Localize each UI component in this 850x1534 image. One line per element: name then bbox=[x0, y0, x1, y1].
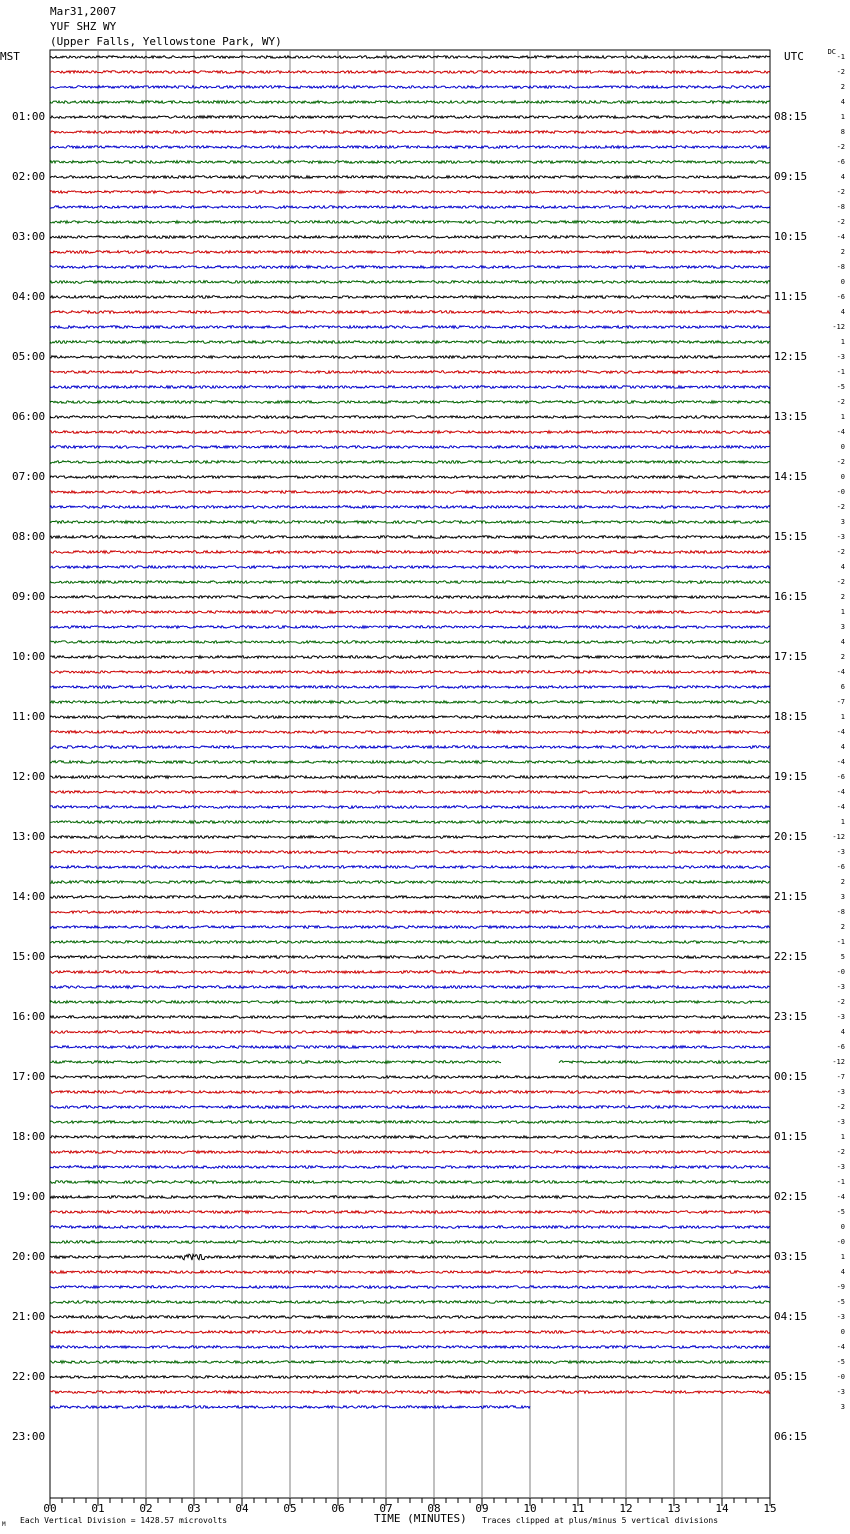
dc-offset-label: -5 bbox=[836, 383, 845, 391]
right-hour-label: 04:15 bbox=[774, 1310, 808, 1323]
right-hour-label: 01:15 bbox=[774, 1130, 808, 1143]
left-hour-label: 23:00 bbox=[12, 1430, 46, 1443]
seismic-trace bbox=[50, 236, 770, 239]
seismic-trace bbox=[50, 311, 770, 314]
seismic-trace bbox=[50, 1136, 770, 1139]
dc-offset-label: -4 bbox=[836, 233, 845, 241]
seismic-trace bbox=[50, 956, 770, 959]
seismic-trace bbox=[50, 221, 770, 224]
seismic-trace bbox=[50, 596, 770, 599]
dc-offset-label: -4 bbox=[836, 1193, 845, 1201]
dc-offset-label: -4 bbox=[836, 803, 845, 811]
dc-offset-label: -2 bbox=[836, 458, 845, 466]
x-tick-label: 07 bbox=[379, 1502, 393, 1515]
right-hour-label: 13:15 bbox=[774, 410, 808, 423]
seismic-trace bbox=[50, 176, 770, 179]
right-hour-label: 11:15 bbox=[774, 290, 808, 303]
seismic-trace bbox=[50, 1361, 770, 1364]
dc-offset-label: -2 bbox=[836, 998, 845, 1006]
dc-offset-label: -6 bbox=[836, 158, 845, 166]
dc-offset-label: -1 bbox=[836, 53, 845, 61]
dc-offset-label: 4 bbox=[840, 563, 845, 571]
x-tick-label: 14 bbox=[715, 1502, 729, 1515]
header-date: Mar31,2007 bbox=[50, 5, 117, 18]
right-hour-label: 05:15 bbox=[774, 1370, 808, 1383]
left-hour-label: 01:00 bbox=[12, 110, 46, 123]
left-hour-label: 06:00 bbox=[12, 410, 46, 423]
seismic-trace bbox=[50, 1226, 770, 1229]
dc-offset-label: -3 bbox=[836, 1118, 845, 1126]
seismic-trace bbox=[50, 296, 770, 299]
dc-offset-label: 8 bbox=[840, 128, 845, 136]
right-hour-label: 06:15 bbox=[774, 1430, 808, 1443]
dc-offset-label: -2 bbox=[836, 188, 845, 196]
left-hour-label: 12:00 bbox=[12, 770, 46, 783]
dc-offset-label: 1 bbox=[840, 338, 845, 346]
seismic-trace bbox=[50, 326, 770, 329]
left-hour-label: 20:00 bbox=[12, 1250, 46, 1263]
dc-offset-label: -0 bbox=[836, 488, 845, 496]
seismic-trace bbox=[50, 131, 770, 134]
seismic-trace bbox=[50, 401, 770, 404]
dc-offset-label: -12 bbox=[832, 323, 845, 331]
dc-offset-label: 4 bbox=[840, 743, 845, 751]
dc-offset-label: 1 bbox=[840, 413, 845, 421]
seismic-trace bbox=[50, 926, 770, 929]
seismic-trace bbox=[50, 671, 770, 674]
left-hour-label: 19:00 bbox=[12, 1190, 46, 1203]
left-hour-label: 18:00 bbox=[12, 1130, 46, 1143]
x-tick-label: 03 bbox=[187, 1502, 201, 1515]
seismic-trace bbox=[50, 71, 770, 74]
seismic-trace bbox=[50, 1046, 770, 1049]
dc-offset-label: 2 bbox=[840, 653, 845, 661]
seismic-trace bbox=[50, 941, 770, 944]
seismic-trace bbox=[50, 1301, 770, 1304]
seismic-trace bbox=[50, 1061, 770, 1064]
left-hour-label: 04:00 bbox=[12, 290, 46, 303]
left-hour-label: 11:00 bbox=[12, 710, 46, 723]
seismic-trace bbox=[50, 1271, 770, 1274]
dc-offset-label: 2 bbox=[840, 83, 845, 91]
seismic-trace bbox=[50, 1076, 770, 1079]
seismic-trace bbox=[50, 206, 770, 209]
seismic-trace bbox=[50, 761, 770, 764]
seismic-trace bbox=[50, 656, 770, 659]
seismic-trace bbox=[50, 791, 770, 794]
seismic-trace bbox=[50, 266, 770, 269]
right-hour-label: 02:15 bbox=[774, 1190, 808, 1203]
right-hour-label: 19:15 bbox=[774, 770, 808, 783]
seismic-trace bbox=[50, 1254, 770, 1260]
seismic-trace bbox=[50, 461, 770, 464]
right-hour-label: 21:15 bbox=[774, 890, 808, 903]
left-hour-label: 08:00 bbox=[12, 530, 46, 543]
seismic-trace bbox=[50, 1196, 770, 1199]
dc-offset-label: -3 bbox=[836, 1163, 845, 1171]
left-timezone-label: MST bbox=[0, 50, 20, 63]
seismic-trace bbox=[50, 491, 770, 494]
right-hour-label: 20:15 bbox=[774, 830, 808, 843]
dc-offset-label: -6 bbox=[836, 293, 845, 301]
left-hour-label: 07:00 bbox=[12, 470, 46, 483]
right-timezone-label: UTC bbox=[784, 50, 804, 63]
x-tick-label: 10 bbox=[523, 1502, 537, 1515]
seismic-trace bbox=[50, 1316, 770, 1319]
right-hour-label: 17:15 bbox=[774, 650, 808, 663]
dc-offset-label: -7 bbox=[836, 698, 845, 706]
header-station: YUF SHZ WY bbox=[50, 20, 117, 33]
dc-offset-label: 3 bbox=[840, 1403, 845, 1411]
dc-offset-label: -4 bbox=[836, 668, 845, 676]
dc-offset-label: 0 bbox=[840, 1223, 845, 1231]
seismic-trace bbox=[50, 191, 770, 194]
seismic-trace bbox=[50, 806, 770, 809]
scale-note: Each Vertical Division = 1428.57 microvolts bbox=[20, 1516, 228, 1525]
seismic-trace bbox=[50, 1181, 770, 1184]
left-hour-label: 21:00 bbox=[12, 1310, 46, 1323]
left-hour-label: 17:00 bbox=[12, 1070, 46, 1083]
dc-offset-label: -5 bbox=[836, 1358, 845, 1366]
dc-offset-label: -5 bbox=[836, 1208, 845, 1216]
seismic-trace bbox=[50, 341, 770, 344]
dc-offset-label: -1 bbox=[836, 938, 845, 946]
dc-offset-label: -3 bbox=[836, 983, 845, 991]
seismic-trace bbox=[50, 1166, 770, 1169]
x-tick-label: 12 bbox=[619, 1502, 633, 1515]
dc-offset-label: -6 bbox=[836, 1043, 845, 1051]
dc-offset-label: -2 bbox=[836, 503, 845, 511]
left-hour-label: 22:00 bbox=[12, 1370, 46, 1383]
seismic-trace bbox=[50, 746, 770, 749]
dc-offset-label: -1 bbox=[836, 1178, 845, 1186]
seismic-trace bbox=[50, 611, 770, 614]
dc-offset-label: 2 bbox=[840, 248, 845, 256]
seismic-trace bbox=[50, 896, 770, 899]
right-hour-label: 18:15 bbox=[774, 710, 808, 723]
seismic-trace bbox=[50, 911, 770, 914]
dc-offset-label: -4 bbox=[836, 428, 845, 436]
x-tick-label: 01 bbox=[91, 1502, 105, 1515]
left-hour-label: 02:00 bbox=[12, 170, 46, 183]
dc-offset-label: 0 bbox=[840, 1328, 845, 1336]
left-hour-label: 15:00 bbox=[12, 950, 46, 963]
dc-offset-label: 2 bbox=[840, 923, 845, 931]
dc-offset-label: 1 bbox=[840, 113, 845, 121]
right-hour-label: 16:15 bbox=[774, 590, 808, 603]
seismic-trace bbox=[50, 731, 770, 734]
seismic-trace bbox=[50, 716, 770, 719]
seismic-trace bbox=[50, 1286, 770, 1289]
dc-offset-label: 2 bbox=[840, 878, 845, 886]
seismic-trace bbox=[50, 1331, 770, 1334]
seismic-trace bbox=[50, 626, 770, 629]
right-hour-label: 23:15 bbox=[774, 1010, 808, 1023]
x-tick-label: 06 bbox=[331, 1502, 345, 1515]
dc-offset-label: -2 bbox=[836, 218, 845, 226]
right-hour-label: 14:15 bbox=[774, 470, 808, 483]
right-hour-label: 10:15 bbox=[774, 230, 808, 243]
seismic-trace bbox=[50, 506, 770, 509]
corner-mark: M bbox=[2, 1521, 6, 1528]
dc-offset-label: -2 bbox=[836, 1148, 845, 1156]
x-tick-label: 08 bbox=[427, 1502, 441, 1515]
dc-offset-label: 3 bbox=[840, 518, 845, 526]
x-tick-label: 13 bbox=[667, 1502, 681, 1515]
seismic-trace bbox=[50, 251, 770, 254]
right-hour-label: 12:15 bbox=[774, 350, 808, 363]
dc-offset-label: 0 bbox=[840, 473, 845, 481]
seismic-trace bbox=[50, 1016, 770, 1019]
right-hour-label: 08:15 bbox=[774, 110, 808, 123]
seismic-trace bbox=[50, 86, 770, 89]
seismic-trace bbox=[50, 386, 770, 389]
seismic-trace bbox=[50, 986, 770, 989]
left-hour-label: 09:00 bbox=[12, 590, 46, 603]
seismic-trace bbox=[50, 536, 770, 539]
seismic-trace bbox=[50, 281, 770, 284]
dc-offset-label: 4 bbox=[840, 1268, 845, 1276]
dc-offset-label: -3 bbox=[836, 1013, 845, 1021]
dc-offset-label: -3 bbox=[836, 533, 845, 541]
right-hour-label: 15:15 bbox=[774, 530, 808, 543]
dc-offset-label: -4 bbox=[836, 758, 845, 766]
x-tick-label: 09 bbox=[475, 1502, 489, 1515]
dc-offset-label: -7 bbox=[836, 1073, 845, 1081]
seismic-trace bbox=[50, 56, 770, 59]
seismic-trace bbox=[50, 1091, 770, 1094]
dc-offset-label: 6 bbox=[840, 683, 845, 691]
seismic-trace bbox=[50, 1001, 770, 1004]
seismic-trace bbox=[50, 641, 770, 644]
seismic-trace bbox=[50, 1346, 770, 1349]
dc-offset-label: -2 bbox=[836, 1103, 845, 1111]
right-hour-label: 03:15 bbox=[774, 1250, 808, 1263]
dc-offset-label: 4 bbox=[840, 638, 845, 646]
dc-offset-label: -1 bbox=[836, 368, 845, 376]
dc-offset-label: -6 bbox=[836, 863, 845, 871]
seismic-trace bbox=[50, 356, 770, 359]
dc-offset-label: -4 bbox=[836, 1343, 845, 1351]
dc-offset-label: -4 bbox=[836, 728, 845, 736]
seismic-trace bbox=[50, 1121, 770, 1124]
seismic-trace bbox=[50, 1391, 770, 1394]
dc-offset-label: -3 bbox=[836, 353, 845, 361]
clip-note: Traces clipped at plus/minus 5 vertical divisions bbox=[482, 1516, 719, 1525]
dc-offset-label: -3 bbox=[836, 1088, 845, 1096]
x-tick-label: 04 bbox=[235, 1502, 249, 1515]
seismic-trace bbox=[50, 146, 770, 149]
dc-offset-label: -4 bbox=[836, 788, 845, 796]
dc-offset-label: 4 bbox=[840, 173, 845, 181]
dc-offset-label: -8 bbox=[836, 263, 845, 271]
x-tick-label: 15 bbox=[763, 1502, 777, 1515]
dc-offset-label: -3 bbox=[836, 1388, 845, 1396]
dc-offset-label: 3 bbox=[840, 893, 845, 901]
dc-offset-label: -2 bbox=[836, 548, 845, 556]
left-hour-label: 10:00 bbox=[12, 650, 46, 663]
dc-offset-label: -8 bbox=[836, 908, 845, 916]
dc-offset-label: 3 bbox=[840, 623, 845, 631]
seismic-trace bbox=[50, 881, 770, 884]
dc-offset-label: -0 bbox=[836, 1373, 845, 1381]
seismic-trace bbox=[50, 851, 770, 854]
dc-offset-label: -12 bbox=[832, 833, 845, 841]
dc-offset-label: 4 bbox=[840, 98, 845, 106]
seismic-trace bbox=[50, 101, 770, 104]
dc-offset-label: -3 bbox=[836, 1313, 845, 1321]
seismic-trace bbox=[50, 551, 770, 554]
x-tick-label: 02 bbox=[139, 1502, 153, 1515]
right-hour-label: 09:15 bbox=[774, 170, 808, 183]
dc-offset-label: 2 bbox=[840, 593, 845, 601]
seismic-trace bbox=[50, 1151, 770, 1154]
seismic-trace bbox=[50, 836, 770, 839]
left-hour-label: 14:00 bbox=[12, 890, 46, 903]
seismic-trace bbox=[50, 1211, 770, 1214]
seismic-trace bbox=[50, 701, 770, 704]
dc-offset-label: -2 bbox=[836, 68, 845, 76]
dc-header: DC bbox=[827, 48, 836, 56]
left-hour-label: 16:00 bbox=[12, 1010, 46, 1023]
seismic-trace bbox=[50, 521, 770, 524]
right-hour-label: 00:15 bbox=[774, 1070, 808, 1083]
dc-offset-label: -2 bbox=[836, 143, 845, 151]
seismic-trace bbox=[50, 476, 770, 479]
seismic-trace bbox=[50, 866, 770, 869]
seismic-trace bbox=[50, 416, 770, 419]
dc-offset-label: -3 bbox=[836, 848, 845, 856]
seismic-trace bbox=[50, 431, 770, 434]
seismic-trace bbox=[50, 566, 770, 569]
x-tick-label: 00 bbox=[43, 1502, 57, 1515]
dc-offset-label: 1 bbox=[840, 1133, 845, 1141]
left-hour-label: 05:00 bbox=[12, 350, 46, 363]
seismic-trace bbox=[50, 446, 770, 449]
seismic-trace bbox=[50, 1241, 770, 1244]
seismic-trace bbox=[50, 821, 770, 824]
x-axis-title: TIME (MINUTES) bbox=[374, 1512, 467, 1525]
dc-offset-label: -0 bbox=[836, 1238, 845, 1246]
dc-offset-label: -8 bbox=[836, 203, 845, 211]
dc-offset-label: -2 bbox=[836, 578, 845, 586]
seismic-trace bbox=[50, 776, 770, 779]
seismic-trace bbox=[50, 1106, 770, 1109]
seismic-trace bbox=[50, 581, 770, 584]
seismic-trace bbox=[50, 371, 770, 374]
dc-offset-label: 1 bbox=[840, 713, 845, 721]
dc-offset-label: -6 bbox=[836, 773, 845, 781]
seismic-trace bbox=[50, 161, 770, 164]
dc-offset-label: -12 bbox=[832, 1058, 845, 1066]
dc-offset-label: 1 bbox=[840, 818, 845, 826]
dc-offset-label: 4 bbox=[840, 308, 845, 316]
dc-offset-label: -5 bbox=[836, 1298, 845, 1306]
x-tick-label: 05 bbox=[283, 1502, 297, 1515]
dc-offset-label: -0 bbox=[836, 968, 845, 976]
dc-offset-label: 1 bbox=[840, 608, 845, 616]
dc-offset-label: 4 bbox=[840, 1028, 845, 1036]
right-hour-label: 22:15 bbox=[774, 950, 808, 963]
dc-offset-label: 5 bbox=[840, 953, 845, 961]
left-hour-label: 03:00 bbox=[12, 230, 46, 243]
dc-offset-label: -9 bbox=[836, 1283, 845, 1291]
header-location: (Upper Falls, Yellowstone Park, WY) bbox=[50, 35, 282, 48]
seismic-trace bbox=[50, 686, 770, 689]
dc-offset-label: 1 bbox=[840, 1253, 845, 1261]
dc-offset-label: 0 bbox=[840, 443, 845, 451]
seismic-trace bbox=[50, 116, 770, 119]
seismic-trace bbox=[50, 971, 770, 974]
x-tick-label: 11 bbox=[571, 1502, 585, 1515]
left-hour-label: 13:00 bbox=[12, 830, 46, 843]
seismic-trace bbox=[50, 1031, 770, 1034]
seismic-trace bbox=[50, 1376, 770, 1379]
dc-offset-label: 0 bbox=[840, 278, 845, 286]
dc-offset-label: -2 bbox=[836, 398, 845, 406]
